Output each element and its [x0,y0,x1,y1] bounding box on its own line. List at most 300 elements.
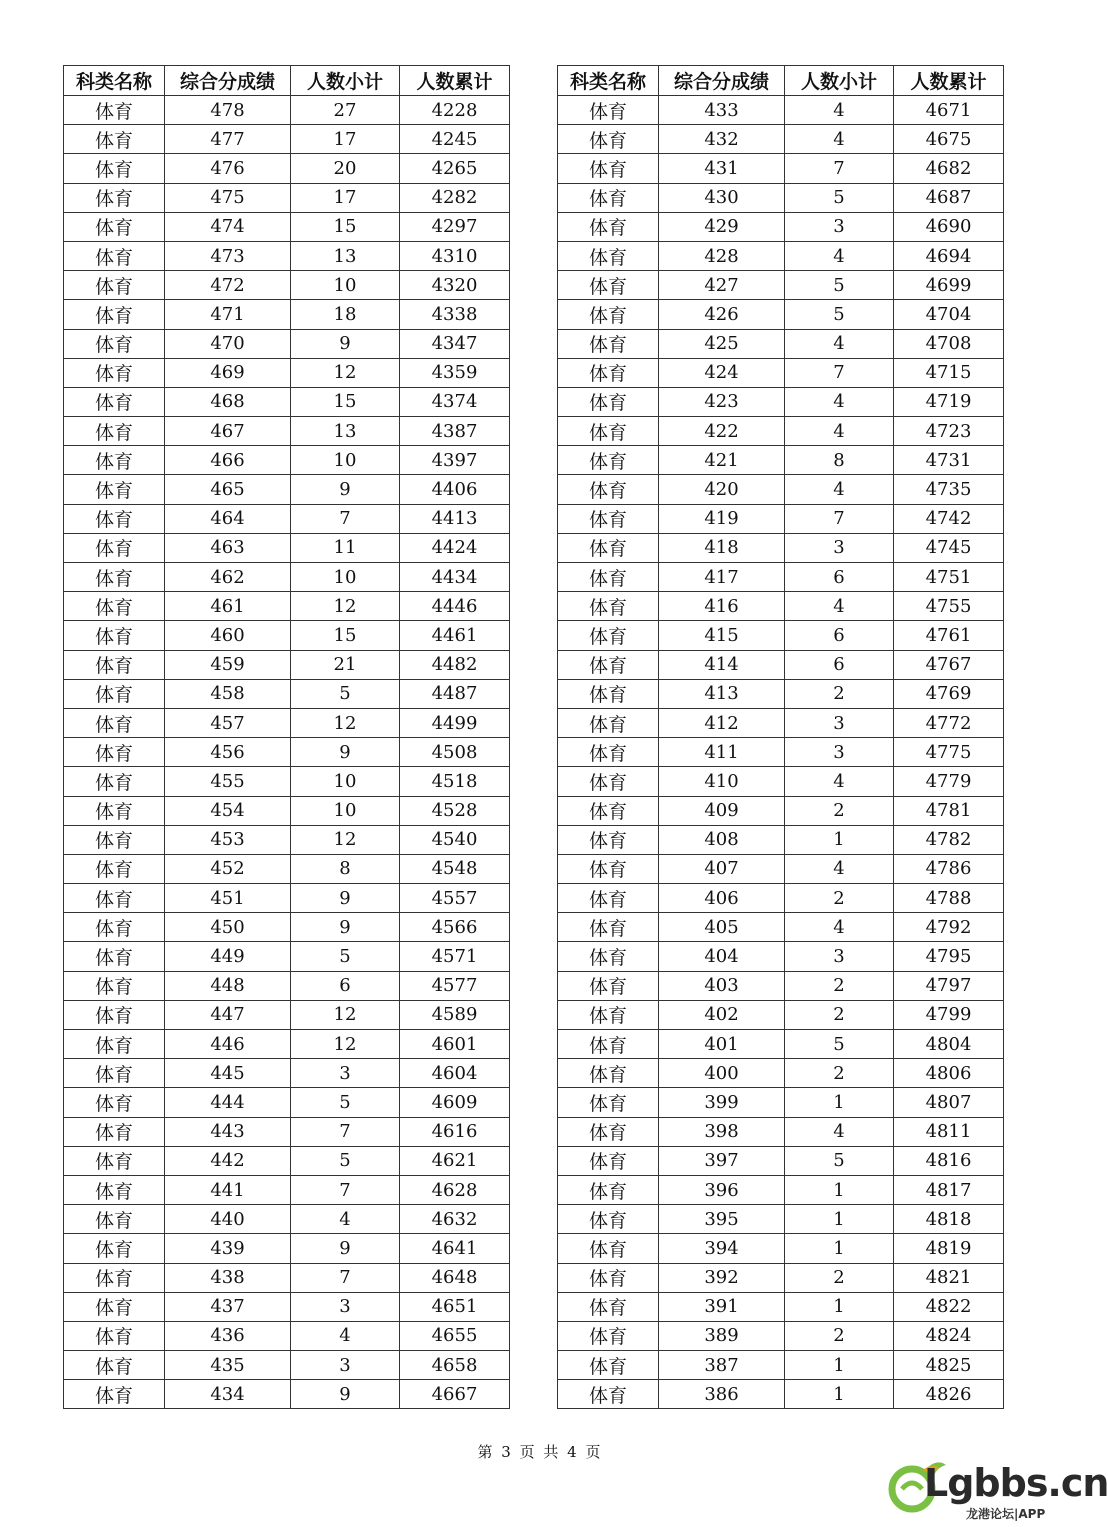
cell-score: 436 [165,1321,291,1350]
cell-category: 体育 [64,271,165,300]
cell-score: 420 [659,475,785,504]
cell-category: 体育 [558,1117,659,1146]
table-row [64,592,510,621]
table-row [558,1321,1004,1350]
cell-category: 体育 [64,884,165,913]
cell-cumulative: 4245 [400,125,510,154]
cell-cumulative: 4655 [400,1321,510,1350]
cell-count: 1 [785,1234,894,1263]
cell-count: 7 [291,1117,400,1146]
cell-cumulative: 4508 [400,738,510,767]
cell-score: 440 [165,1205,291,1234]
cell-count: 17 [291,183,400,212]
cell-count: 1 [785,1351,894,1380]
cell-count: 20 [291,154,400,183]
cell-category: 体育 [64,1000,165,1029]
table-row [558,679,1004,708]
table-row [558,942,1004,971]
cell-score: 474 [165,212,291,241]
cell-score: 478 [165,96,291,125]
cell-count: 4 [785,854,894,883]
cell-cumulative: 4786 [894,854,1004,883]
cell-score: 415 [659,621,785,650]
cell-cumulative: 4819 [894,1234,1004,1263]
table-header-row [558,66,1004,96]
cell-category: 体育 [64,1175,165,1204]
table-row [558,884,1004,913]
cell-score: 464 [165,504,291,533]
table-row [64,1205,510,1234]
cell-count: 12 [291,1030,400,1059]
cell-category: 体育 [64,942,165,971]
cell-category: 体育 [64,1117,165,1146]
cell-cumulative: 4772 [894,708,1004,737]
cell-category: 体育 [64,329,165,358]
cell-count: 4 [785,592,894,621]
cell-category: 体育 [558,825,659,854]
cell-score: 430 [659,183,785,212]
cell-cumulative: 4816 [894,1146,1004,1175]
cell-category: 体育 [64,621,165,650]
cell-count: 5 [291,1146,400,1175]
cell-count: 12 [291,358,400,387]
table-row [64,825,510,854]
cell-cumulative: 4571 [400,942,510,971]
cell-cumulative: 4825 [894,1351,1004,1380]
cell-cumulative: 4548 [400,854,510,883]
cell-cumulative: 4826 [894,1380,1004,1409]
cell-category: 体育 [558,708,659,737]
score-table-right [557,65,1004,1409]
table-row [558,212,1004,241]
cell-score: 453 [165,825,291,854]
cell-count: 9 [291,1380,400,1409]
cell-cumulative: 4297 [400,212,510,241]
cell-cumulative: 4310 [400,241,510,270]
cell-count: 10 [291,796,400,825]
cell-category: 体育 [558,767,659,796]
cell-count: 9 [291,884,400,913]
table-row [558,1117,1004,1146]
cell-count: 4 [291,1205,400,1234]
cell-score: 395 [659,1205,785,1234]
cell-score: 401 [659,1030,785,1059]
table-row [558,563,1004,592]
cell-cumulative: 4616 [400,1117,510,1146]
cell-score: 386 [659,1380,785,1409]
cell-category: 体育 [558,241,659,270]
table-row [64,329,510,358]
cell-category: 体育 [558,942,659,971]
cell-score: 416 [659,592,785,621]
cell-cumulative: 4628 [400,1175,510,1204]
watermark-subtitle: 龙港论坛|APP [966,1507,1046,1521]
cell-count: 4 [785,417,894,446]
table-row [64,563,510,592]
cell-count: 6 [785,563,894,592]
cell-category: 体育 [558,650,659,679]
cell-count: 3 [785,212,894,241]
cell-cumulative: 4641 [400,1234,510,1263]
cell-score: 405 [659,913,785,942]
cell-category: 体育 [64,475,165,504]
table-row [64,1234,510,1263]
cell-score: 402 [659,1000,785,1029]
table-row [64,1321,510,1350]
table-row [64,1000,510,1029]
cell-category: 体育 [64,767,165,796]
table-row [64,417,510,446]
watermark-brand: Lgbbs.cn [924,1461,1108,1505]
table-row [558,241,1004,270]
cell-category: 体育 [64,854,165,883]
cell-score: 473 [165,241,291,270]
cell-category: 体育 [558,913,659,942]
cell-category: 体育 [558,417,659,446]
cell-cumulative: 4715 [894,358,1004,387]
cell-score: 441 [165,1175,291,1204]
cell-score: 438 [165,1263,291,1292]
cell-cumulative: 4767 [894,650,1004,679]
cell-category: 体育 [558,475,659,504]
table-row [64,125,510,154]
cell-cumulative: 4577 [400,971,510,1000]
cell-category: 体育 [558,1263,659,1292]
cell-category: 体育 [64,358,165,387]
cell-score: 417 [659,563,785,592]
cell-category: 体育 [558,1088,659,1117]
cell-score: 437 [165,1292,291,1321]
cell-score: 443 [165,1117,291,1146]
cell-count: 2 [785,1321,894,1350]
cell-cumulative: 4621 [400,1146,510,1175]
cell-count: 9 [291,329,400,358]
cell-score: 457 [165,708,291,737]
cell-category: 体育 [64,679,165,708]
table-row [558,1000,1004,1029]
cell-cumulative: 4806 [894,1059,1004,1088]
cell-count: 2 [785,796,894,825]
cell-category: 体育 [64,241,165,270]
cell-cumulative: 4799 [894,1000,1004,1029]
cell-cumulative: 4265 [400,154,510,183]
cell-count: 10 [291,563,400,592]
cell-cumulative: 4687 [894,183,1004,212]
cell-score: 476 [165,154,291,183]
cell-score: 410 [659,767,785,796]
cell-score: 469 [165,358,291,387]
cell-count: 2 [785,1059,894,1088]
cell-cumulative: 4446 [400,592,510,621]
table-row [64,708,510,737]
cell-score: 475 [165,183,291,212]
cell-count: 8 [291,854,400,883]
cell-count: 2 [785,1000,894,1029]
table-row [558,621,1004,650]
page-current: 3 [501,1443,513,1461]
cell-count: 17 [291,125,400,154]
table-row [558,446,1004,475]
cell-cumulative: 4482 [400,650,510,679]
cell-count: 5 [291,679,400,708]
table-row [64,1292,510,1321]
cell-score: 451 [165,884,291,913]
cell-count: 15 [291,387,400,416]
cell-cumulative: 4811 [894,1117,1004,1146]
cell-cumulative: 4694 [894,241,1004,270]
cell-category: 体育 [64,446,165,475]
cell-cumulative: 4782 [894,825,1004,854]
cell-category: 体育 [558,533,659,562]
cell-count: 9 [291,913,400,942]
cell-category: 体育 [64,1146,165,1175]
table-row [558,971,1004,1000]
table-row [558,650,1004,679]
cell-cumulative: 4807 [894,1088,1004,1117]
cell-cumulative: 4818 [894,1205,1004,1234]
cell-category: 体育 [64,417,165,446]
cell-cumulative: 4708 [894,329,1004,358]
cell-count: 4 [785,387,894,416]
cell-score: 458 [165,679,291,708]
header-category: 科类名称 [64,66,165,96]
table-row [558,504,1004,533]
cell-category: 体育 [64,1380,165,1409]
cell-score: 455 [165,767,291,796]
cell-category: 体育 [558,563,659,592]
table-row [64,1146,510,1175]
cell-count: 13 [291,417,400,446]
cell-category: 体育 [64,1292,165,1321]
table-row [558,1234,1004,1263]
cell-count: 9 [291,1234,400,1263]
table-row [558,387,1004,416]
cell-cumulative: 4745 [894,533,1004,562]
cell-score: 429 [659,212,785,241]
table-row [64,1030,510,1059]
cell-count: 3 [291,1351,400,1380]
cell-cumulative: 4540 [400,825,510,854]
cell-score: 452 [165,854,291,883]
table-row [558,796,1004,825]
cell-count: 2 [785,1263,894,1292]
cell-category: 体育 [558,183,659,212]
header-count: 人数小计 [785,66,894,96]
cell-score: 431 [659,154,785,183]
cell-count: 7 [291,504,400,533]
cell-score: 387 [659,1351,785,1380]
cell-score: 470 [165,329,291,358]
cell-cumulative: 4434 [400,563,510,592]
table-row [64,300,510,329]
table-row [558,1292,1004,1321]
cell-category: 体育 [558,1059,659,1088]
cell-category: 体育 [64,913,165,942]
cell-category: 体育 [558,358,659,387]
cell-count: 5 [785,1030,894,1059]
cell-count: 3 [785,942,894,971]
cell-category: 体育 [64,650,165,679]
cell-score: 392 [659,1263,785,1292]
cell-cumulative: 4359 [400,358,510,387]
table-row [64,738,510,767]
table-row [558,300,1004,329]
cell-count: 8 [785,446,894,475]
cell-count: 12 [291,1000,400,1029]
table-row [558,854,1004,883]
table-row [64,650,510,679]
table-row [64,154,510,183]
cell-cumulative: 4589 [400,1000,510,1029]
cell-count: 3 [785,738,894,767]
cell-count: 5 [785,183,894,212]
cell-cumulative: 4487 [400,679,510,708]
cell-count: 9 [291,475,400,504]
cell-category: 体育 [64,1263,165,1292]
cell-count: 12 [291,825,400,854]
table-row [558,1146,1004,1175]
table-row [64,446,510,475]
table-row [64,884,510,913]
cell-category: 体育 [558,154,659,183]
cell-count: 7 [291,1175,400,1204]
table-row [64,1380,510,1409]
cell-category: 体育 [558,1351,659,1380]
cell-score: 399 [659,1088,785,1117]
cell-category: 体育 [64,971,165,1000]
cell-score: 466 [165,446,291,475]
table-row [558,154,1004,183]
cell-cumulative: 4397 [400,446,510,475]
table-row [64,854,510,883]
cell-score: 398 [659,1117,785,1146]
cell-count: 7 [291,1263,400,1292]
cell-score: 468 [165,387,291,416]
cell-cumulative: 4651 [400,1292,510,1321]
cell-count: 1 [785,1205,894,1234]
table-row [558,1030,1004,1059]
cell-score: 412 [659,708,785,737]
cell-category: 体育 [64,533,165,562]
cell-cumulative: 4699 [894,271,1004,300]
cell-category: 体育 [64,154,165,183]
cell-cumulative: 4658 [400,1351,510,1380]
table-row [64,767,510,796]
cell-score: 407 [659,854,785,883]
cell-cumulative: 4667 [400,1380,510,1409]
page-suffix: 页 [585,1443,603,1461]
cell-cumulative: 4690 [894,212,1004,241]
cell-category: 体育 [558,884,659,913]
cell-category: 体育 [64,1088,165,1117]
cell-cumulative: 4755 [894,592,1004,621]
table-row [558,271,1004,300]
cell-category: 体育 [64,1351,165,1380]
cell-count: 6 [785,650,894,679]
cell-cumulative: 4413 [400,504,510,533]
cell-count: 13 [291,241,400,270]
table-row [64,533,510,562]
cell-score: 467 [165,417,291,446]
table-row [64,679,510,708]
cell-cumulative: 4499 [400,708,510,737]
cell-score: 413 [659,679,785,708]
cell-cumulative: 4387 [400,417,510,446]
table-row [64,621,510,650]
table-row [558,1088,1004,1117]
cell-category: 体育 [558,125,659,154]
cell-category: 体育 [558,1234,659,1263]
page-mid: 页 共 [519,1443,561,1461]
cell-count: 5 [785,1146,894,1175]
cell-count: 4 [785,1117,894,1146]
cell-score: 456 [165,738,291,767]
cell-category: 体育 [558,621,659,650]
cell-score: 462 [165,563,291,592]
cell-category: 体育 [558,1030,659,1059]
cell-score: 421 [659,446,785,475]
cell-category: 体育 [558,1292,659,1321]
cell-category: 体育 [558,679,659,708]
cell-count: 2 [785,884,894,913]
cell-score: 459 [165,650,291,679]
cell-score: 396 [659,1175,785,1204]
cell-score: 433 [659,96,785,125]
table-row [64,971,510,1000]
cell-score: 411 [659,738,785,767]
cell-cumulative: 4779 [894,767,1004,796]
cell-cumulative: 4704 [894,300,1004,329]
cell-category: 体育 [64,212,165,241]
cell-count: 4 [785,913,894,942]
table-row [64,1175,510,1204]
cell-category: 体育 [64,300,165,329]
cell-score: 423 [659,387,785,416]
cell-score: 389 [659,1321,785,1350]
cell-cumulative: 4528 [400,796,510,825]
cell-score: 400 [659,1059,785,1088]
cell-cumulative: 4682 [894,154,1004,183]
cell-cumulative: 4795 [894,942,1004,971]
cell-score: 404 [659,942,785,971]
cell-count: 10 [291,271,400,300]
cell-count: 4 [785,329,894,358]
cell-cumulative: 4731 [894,446,1004,475]
table-row [558,913,1004,942]
cell-score: 427 [659,271,785,300]
cell-score: 439 [165,1234,291,1263]
cell-category: 体育 [558,271,659,300]
cell-cumulative: 4338 [400,300,510,329]
table-row [64,942,510,971]
cell-score: 406 [659,884,785,913]
cell-count: 11 [291,533,400,562]
cell-count: 7 [785,358,894,387]
cell-category: 体育 [64,592,165,621]
cell-cumulative: 4282 [400,183,510,212]
cell-score: 409 [659,796,785,825]
cell-cumulative: 4632 [400,1205,510,1234]
cell-category: 体育 [558,1146,659,1175]
cell-cumulative: 4821 [894,1263,1004,1292]
table-row [64,271,510,300]
cell-count: 27 [291,96,400,125]
cell-score: 419 [659,504,785,533]
cell-count: 10 [291,446,400,475]
table-row [64,241,510,270]
cell-count: 1 [785,1088,894,1117]
cell-cumulative: 4775 [894,738,1004,767]
